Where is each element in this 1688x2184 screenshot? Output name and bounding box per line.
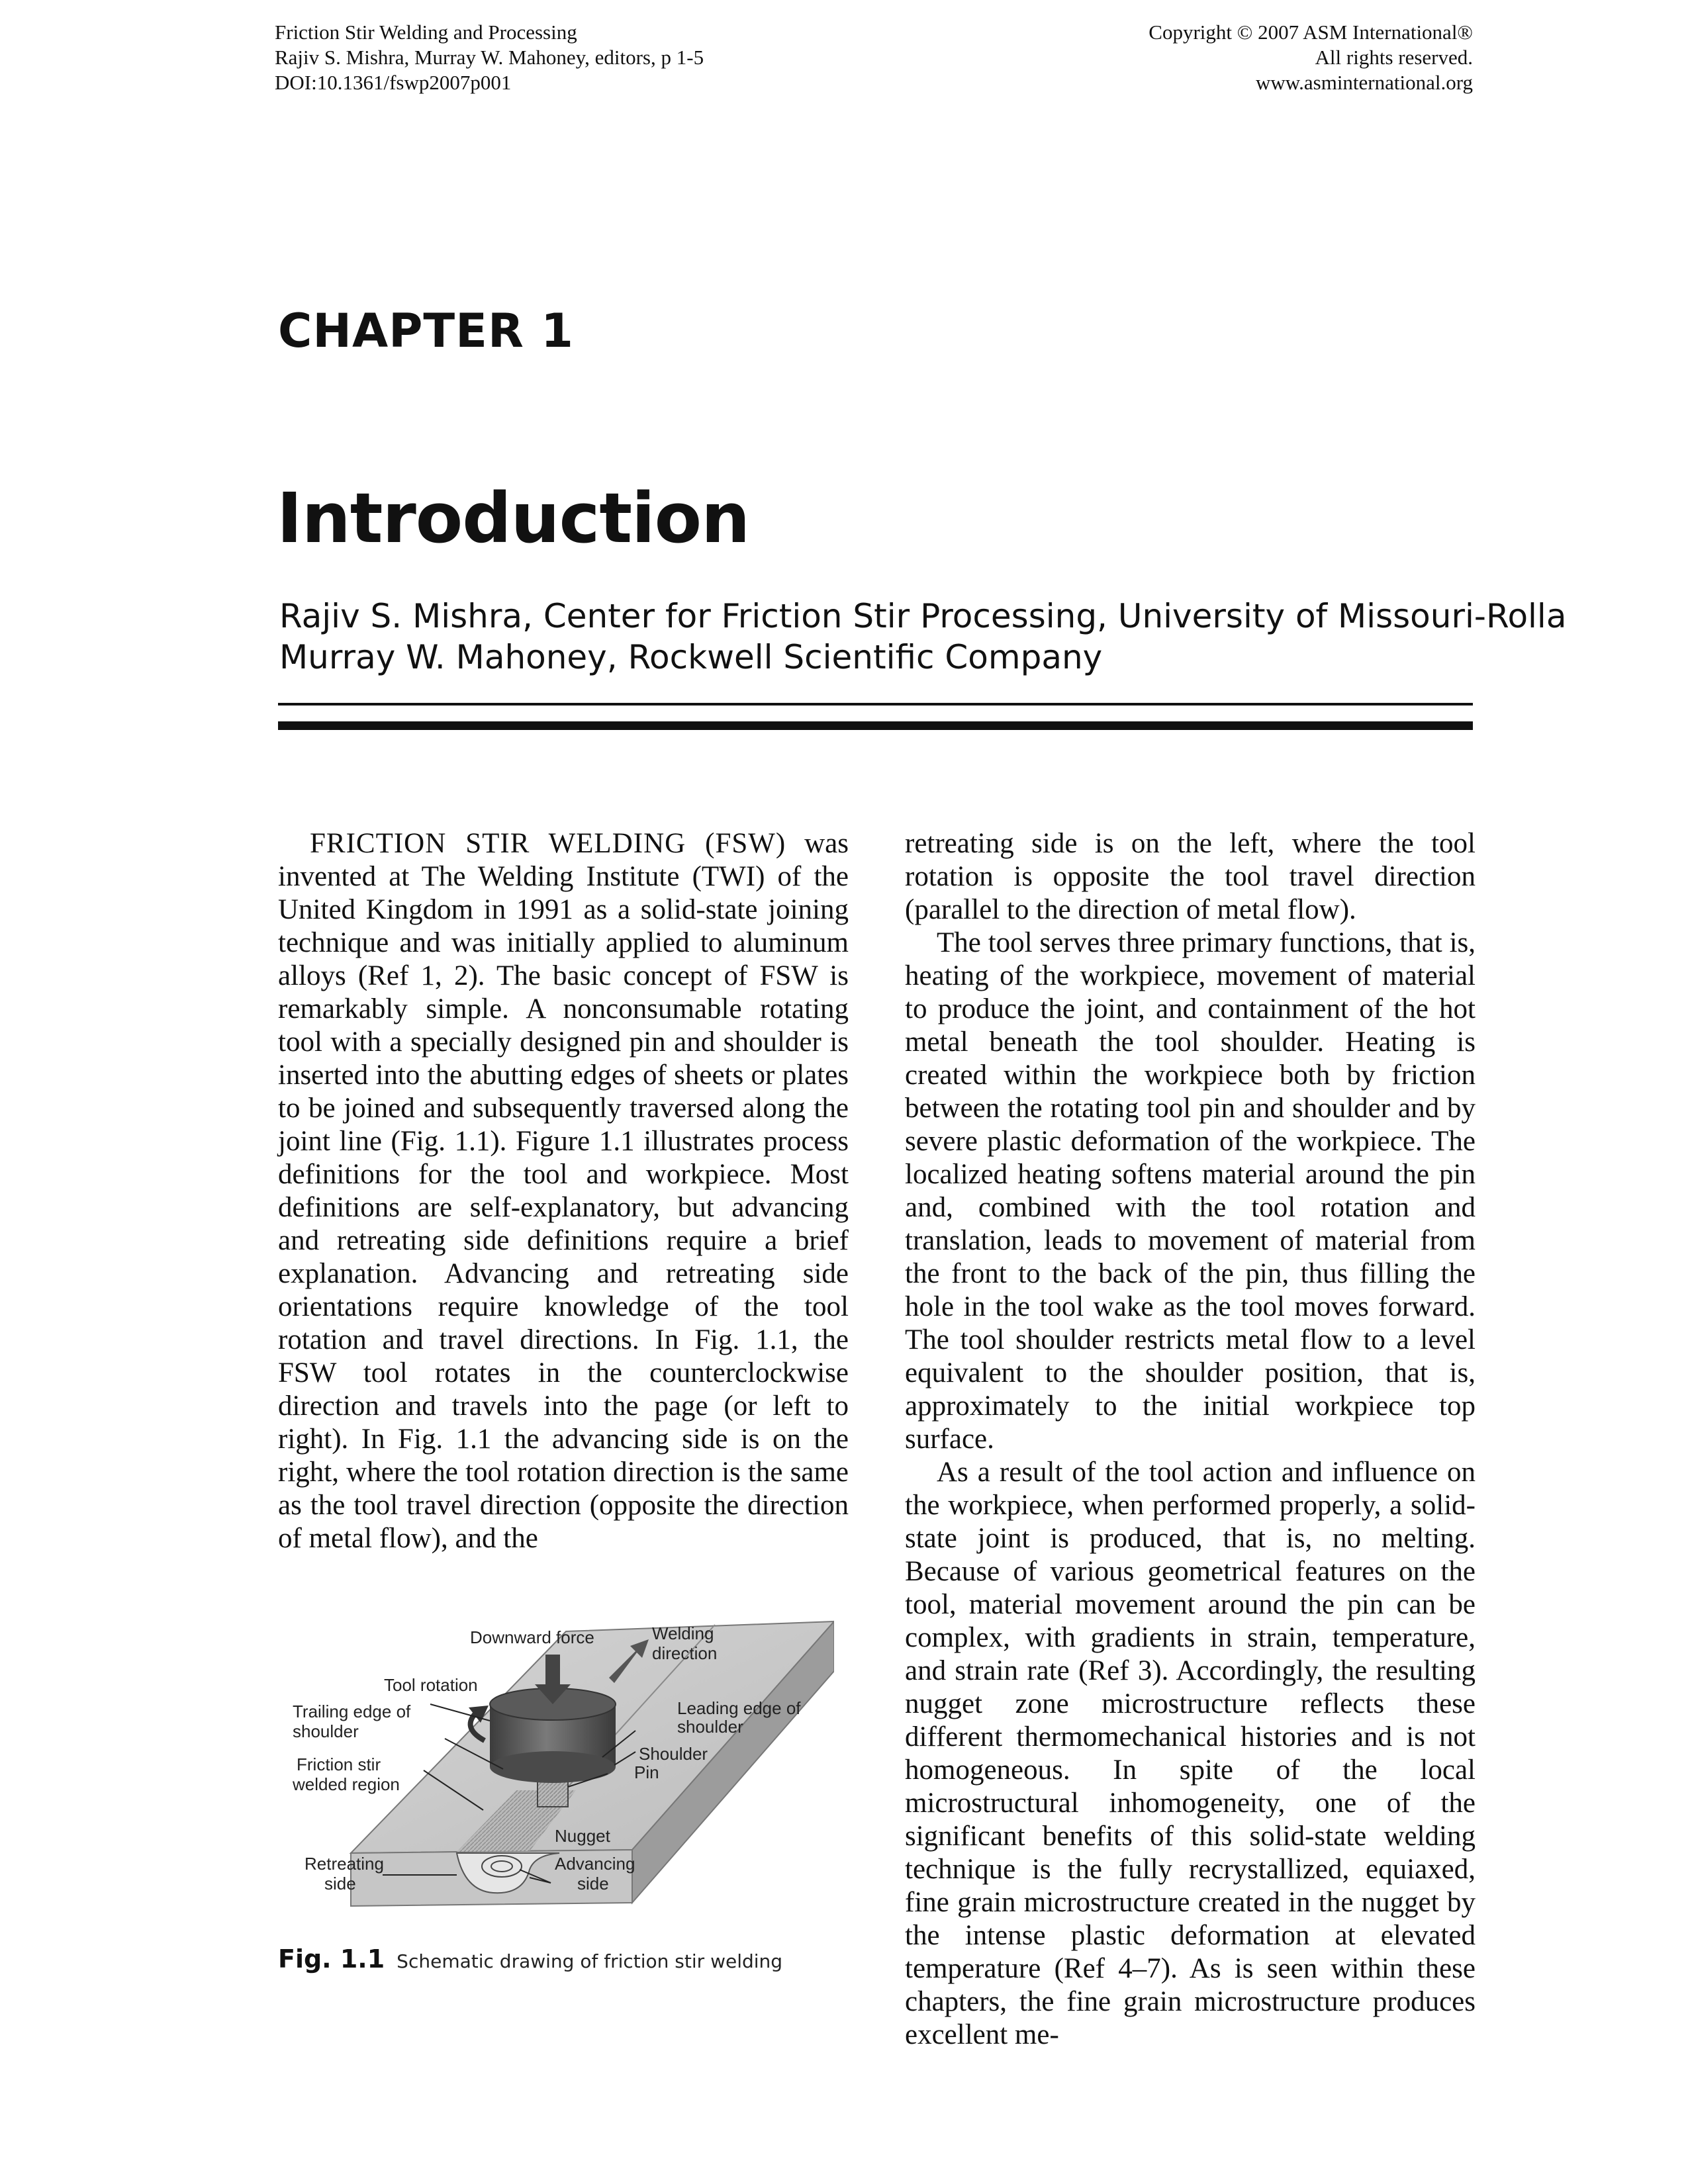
divider-thick	[278, 721, 1473, 730]
website-link[interactable]: www.asminternational.org	[1255, 71, 1473, 94]
label-trailing-edge-2: shoulder	[293, 1721, 359, 1741]
label-friction-stir-1: Friction stir	[297, 1754, 381, 1774]
chapter-title: Introduction	[277, 478, 750, 559]
text-column-right	[905, 827, 1476, 2052]
paragraph-2: The tool serves three primary functions, that is, heating of the workpiece, movement of material to produce the joint, and containment of the hot metal beneath the tool shoulder. Heating is created within the workpiece both by friction between the rotating tool pin and shoulder and by severe plastic deformation of the workpiece. The localized heating softens material around the pin and, combined with the tool rotation and translation, leads to movement of material from the front to the back of the pin, thus filling the hole in the tool wake as the tool moves forward. The tool shoulder restricts metal flow to a level equivalent to the shoulder position, that is, approximately to the initial workpiece top surface.	[905, 927, 1476, 1455]
caption-number: Fig. 1.1	[278, 1944, 385, 1974]
running-header-right	[877, 20, 1473, 95]
authors-block	[279, 596, 1567, 678]
author-mishra: Rajiv S. Mishra, Center for Friction Stir Processing, University of Missouri-Rolla	[279, 597, 1567, 635]
caption-text: Schematic drawing of friction stir welding	[397, 1950, 783, 1972]
paragraph-1	[278, 827, 849, 1555]
label-tool-rotation: Tool rotation	[384, 1675, 478, 1695]
paragraph-3: As a result of the tool action and influence on the workpiece, when performed properly, a solid-state joint is produced, that is, no melting. Because of various geometrical features on the tool, material movement around the pin can be complex, with gradients in strain, temperature, and strain rate (Ref 3). Accordingly, the resulting nugget zone microstructure reflects these different thermomechanical histories and is not homogeneous. In spite of the local microstructural inhomogeneity, one of the significant benefits of this solid-state welding technique is the fully recrystallized, equiaxed, fine grain microstructure created in the nugget by the intense plastic deformation at elevated temperature (Ref 4–7). As is seen within these chapters, the fine grain microstructure produces excellent me-	[905, 1457, 1476, 2050]
running-header-left	[275, 20, 870, 95]
downward-force-arrow-shaft	[545, 1655, 560, 1684]
label-retreating-2: side	[324, 1874, 356, 1893]
label-friction-stir-2: welded region	[293, 1774, 400, 1794]
label-downward-force: Downward force	[470, 1627, 594, 1647]
figure-caption	[278, 1944, 874, 1974]
copyright: Copyright © 2007 ASM International®	[1149, 21, 1473, 44]
label-advancing-1: Advancing	[555, 1854, 635, 1874]
tool-shoulder-bottom	[490, 1751, 616, 1783]
label-advancing-2: side	[577, 1874, 609, 1893]
book-title: Friction Stir Welding and Processing	[275, 21, 577, 44]
label-leading-edge-2: shoulder	[677, 1717, 743, 1737]
paragraph-1-continued: retreating side is on the left, where the tool rotation is opposite the tool travel direction (parallel to the direction of metal flow).	[905, 828, 1476, 925]
fsw-schematic	[291, 1592, 834, 1929]
label-trailing-edge-1: Trailing edge of	[293, 1702, 411, 1721]
chapter-label: CHAPTER 1	[278, 304, 574, 358]
author-mahoney: Murray W. Mahoney, Rockwell Scientific Company	[279, 638, 1103, 676]
divider-thin	[278, 703, 1473, 705]
paragraph-1-text: was invented at The Welding Institute (TWI) of the United Kingdom in 1991 as a solid-state joining technique and was initially applied to aluminum alloys (Ref 1, 2). The basic concept of FSW is remarkably simple. A nonconsumable rotating tool with a specially designed pin and shoulder is inserted into the abutting edges of sheets or plates to be joined and subsequently traversed along the joint line (Fig. 1.1). Figure 1.1 illustrates process definitions for the tool and workpiece. Most definitions are self-explanatory, but advancing and retreating side definitions require a brief explanation. Advancing and retreating side orientations require knowledge of the tool rotation and travel directions. In Fig. 1.1, the FSW tool rotates in the counterclockwise direction and travels into the page (or left to right). In Fig. 1.1 the advancing side is on the right, where the tool rotation direction is the same as the tool travel direction (opposite the direction of metal flow), and the	[278, 828, 849, 1554]
doi: DOI:10.1361/fswp2007p001	[275, 71, 512, 94]
label-shoulder: Shoulder	[639, 1744, 708, 1764]
label-retreating-1: Retreating	[305, 1854, 384, 1874]
editors-line: Rajiv S. Mishra, Murray W. Mahoney, editors, p 1-5	[275, 46, 704, 69]
text-column-left	[278, 827, 849, 1555]
lead-in: FRICTION STIR WELDING (FSW)	[310, 828, 786, 859]
rights-reserved: All rights reserved.	[1315, 46, 1473, 69]
label-pin: Pin	[634, 1762, 659, 1782]
label-leading-edge-1: Leading edge of	[677, 1698, 801, 1718]
label-nugget: Nugget	[555, 1826, 610, 1846]
figure-1-1	[291, 1592, 834, 1929]
label-welding: Welding	[652, 1623, 714, 1643]
label-direction: direction	[652, 1643, 718, 1663]
